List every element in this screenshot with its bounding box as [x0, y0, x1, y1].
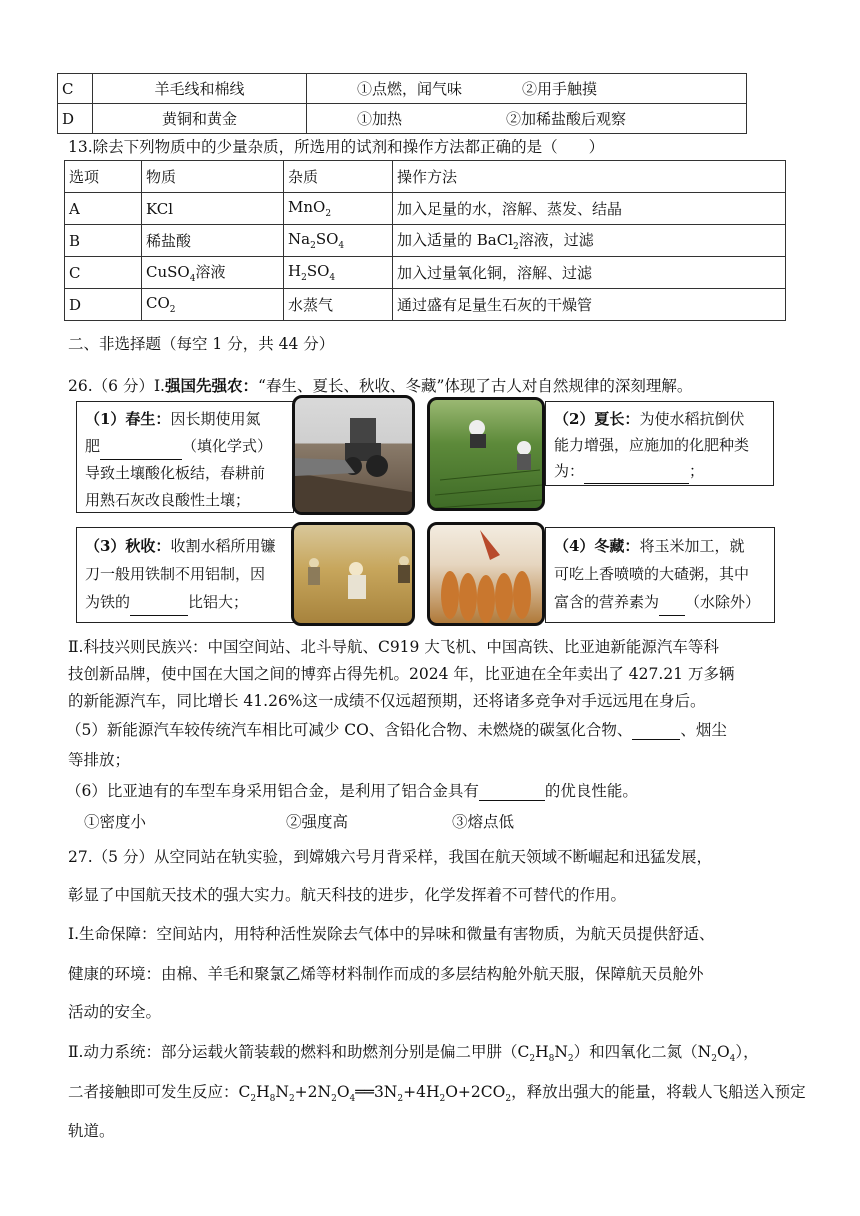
option-label: A — [65, 193, 142, 225]
text: 二者接触即可发生反应：C — [68, 1083, 251, 1101]
header-impurity: 杂质 — [284, 161, 393, 193]
q27-line: 27.（5 分）从空同站在轨实验，到嫦娥六号月背采样，我国在航天领域不断崛起和迅猛发展， — [68, 848, 712, 866]
q27-line: 活动的安全。 — [68, 1003, 162, 1021]
tractor-icon — [295, 398, 415, 515]
box-text: 用熟石灰改良酸性土壤； — [85, 491, 251, 509]
method-2: ②加稀盐酸后观察 — [506, 110, 627, 128]
subscript: 2 — [397, 1094, 404, 1105]
box-line — [554, 458, 765, 484]
box-text: 能力增强，应施加的化肥种类 — [554, 436, 750, 454]
box-autumn — [76, 527, 294, 623]
tractor-field-image — [292, 395, 415, 515]
q26-theme: 强国先强农： — [165, 376, 259, 395]
text: Ⅱ.动力系统：部分运载火箭装载的燃料和助燃剂分别是偏二甲肼（C — [68, 1043, 530, 1061]
q5-line — [66, 718, 727, 740]
substance-text: CO — [146, 294, 170, 312]
section-heading: 二、非选择题（每空 1 分，共 44 分） — [68, 335, 335, 353]
box-line — [554, 532, 766, 560]
text: O — [336, 1083, 350, 1101]
box-line — [554, 406, 765, 432]
q27-equation-line — [68, 1080, 806, 1104]
box-title: （1）春生： — [85, 410, 171, 428]
q27-formula-line — [68, 1040, 759, 1064]
box-text: 为铁的 — [85, 593, 131, 611]
table-row — [65, 257, 786, 289]
subscript: 2 — [288, 1094, 295, 1105]
box-line — [554, 588, 766, 616]
q13-stem: 13.除去下列物质中的少量杂质，所选用的试剂和操作方法都正确的是（ ） — [68, 138, 605, 156]
box-text: 导致土壤酸化板结，春耕前 — [85, 464, 266, 482]
box-text: 比铝大； — [188, 593, 249, 611]
header-method: 操作方法 — [393, 161, 786, 193]
text: O+2CO — [445, 1083, 506, 1101]
box-line — [85, 406, 285, 433]
impurity-text: H — [288, 262, 302, 280]
q26-heading — [68, 374, 692, 396]
q6-line — [66, 779, 638, 801]
subscript: 2 — [169, 305, 176, 315]
option-label: D — [58, 104, 93, 134]
box-text: 因长期使用氮 — [170, 410, 261, 428]
q27-line: 轨道。 — [68, 1122, 115, 1140]
subscript: 2 — [310, 241, 316, 251]
method-text: 加入适量的 BaCl — [397, 231, 514, 249]
farmers-icon — [430, 400, 545, 511]
q6-option: ③熔点低 — [452, 813, 515, 831]
q13-table — [64, 160, 786, 321]
text: ）， — [735, 1043, 759, 1061]
box-text: 富含的营养素为 — [554, 593, 660, 611]
subscript: 4 — [189, 274, 196, 284]
text: ，释放出强大的能量，将载人飞船送入预定 — [511, 1083, 806, 1101]
impurity-text: Na — [288, 230, 311, 248]
substance-text: 溶液 — [195, 263, 226, 281]
rice-planting-image — [427, 397, 545, 511]
q6-option: ①密度小 — [84, 813, 147, 831]
q5-text: （5）新能源汽车较传统汽车相比可减少 CO、含铅化合物、未燃烧的碳氢化合物、 — [66, 721, 633, 739]
box-title: （3）秋收： — [85, 537, 171, 555]
box-text: 刀一般用铁制不用铝制，因 — [85, 565, 266, 583]
box-line — [85, 532, 285, 560]
paragraph-line: 的新能源汽车，同比增长 41.26%这一成绩不仅远超预期，还将诸多竞争对手远远甩在身后。 — [68, 692, 706, 710]
option-label: D — [65, 289, 142, 321]
q26-intro: “春生、夏长、秋收、冬藏”体现了古人对自然规律的深刻理解。 — [258, 377, 693, 395]
box-line — [85, 433, 285, 460]
subscript: 2 — [250, 1094, 257, 1105]
text: +2N — [294, 1083, 332, 1101]
table-row — [58, 74, 747, 104]
rice-harvest-image — [291, 522, 415, 626]
box-text: 可吃上香喷喷的大碴粥，其中 — [554, 565, 750, 583]
subscript: 2 — [331, 1094, 337, 1105]
subscript: 4 — [349, 1094, 356, 1105]
subscript: 4 — [729, 1054, 736, 1065]
subscript: 8 — [548, 1054, 555, 1065]
text: +4H — [403, 1083, 440, 1101]
option-label: B — [65, 225, 142, 257]
method-cell — [307, 104, 747, 134]
q6-text: （6）比亚迪有的车型车身采用铝合金，是利用了铝合金具有 — [66, 782, 479, 800]
header-substance: 物质 — [142, 161, 284, 193]
answer-blank[interactable] — [584, 467, 689, 484]
subscript: 2 — [711, 1054, 717, 1065]
box-winter — [545, 527, 775, 623]
table-row — [65, 225, 786, 257]
box-title: （4）冬藏： — [554, 537, 640, 555]
method-cell — [393, 225, 786, 257]
subscript: 2 — [529, 1054, 536, 1065]
top-options-table — [57, 73, 747, 134]
paragraph-line: Ⅱ.科技兴则民族兴：中国空间站、北斗导航、C919 大飞机、中国高铁、比亚迪新能源汽车等科 — [68, 638, 719, 656]
text: ══3N — [355, 1083, 398, 1101]
q5-line: 等排放； — [68, 751, 131, 769]
subscript: 2 — [513, 242, 519, 252]
q27-line: Ⅰ.生命保障：空间站内，用特种活性炭除去气体中的异味和微量有害物质，为航天员提供舒适、 — [68, 925, 715, 943]
table-header-row — [65, 161, 786, 193]
box-text: ； — [689, 462, 705, 480]
box-spring — [76, 401, 294, 513]
box-text: 为使水稻抗倒伏 — [639, 410, 745, 428]
subscript: 2 — [439, 1094, 446, 1105]
q26-number: 26.（6 分）Ⅰ. — [68, 377, 165, 395]
answer-blank[interactable] — [479, 784, 545, 801]
header-option: 选项 — [65, 161, 142, 193]
substance-cell: 稀盐酸 — [142, 225, 284, 257]
method-cell: 通过盛有足量生石灰的干燥管 — [393, 289, 786, 321]
option-label: C — [65, 257, 142, 289]
method-cell: 加入过量氧化铜，溶解、过滤 — [393, 257, 786, 289]
q6-option: ②强度高 — [286, 813, 349, 831]
impurity-cell — [284, 193, 393, 225]
q6-text: 的优良性能。 — [544, 782, 638, 800]
text: N — [275, 1083, 289, 1101]
subscript: 4 — [329, 273, 336, 283]
corn-icon — [430, 525, 545, 626]
impurity-cell — [284, 225, 393, 257]
method-1: ①加热 — [357, 110, 403, 128]
table-row — [65, 193, 786, 225]
substance-cell — [142, 257, 284, 289]
answer-blank[interactable] — [659, 599, 685, 616]
answer-blank[interactable] — [632, 723, 680, 740]
box-summer — [545, 401, 774, 486]
impurity-cell: 水蒸气 — [284, 289, 393, 321]
paragraph-line: 技创新品牌，使中国在大国之间的博弈占得先机。2024 年，比亚迪在全年卖出了 427.21 万多辆 — [68, 665, 735, 683]
box-text: 为： — [554, 462, 585, 480]
box-text: 将玉米加工，就 — [639, 537, 745, 555]
box-text: 收割水稻所用镰 — [170, 537, 276, 555]
method-cell — [307, 74, 747, 104]
text: ）和四氧化二氮（N — [573, 1043, 712, 1061]
box-line — [85, 588, 285, 616]
q27-line: 健康的环境：由棉、羊毛和聚氯乙烯等材料制作而成的多层结构舱外航天服，保障航天员舱外 — [68, 965, 704, 983]
substance-cell: KCl — [142, 193, 284, 225]
subscript: 2 — [567, 1054, 574, 1065]
text: H — [535, 1043, 549, 1061]
table-row — [58, 104, 747, 134]
corn-image — [427, 522, 545, 626]
method-text: 溶液，过滤 — [518, 231, 594, 249]
answer-blank[interactable] — [130, 599, 188, 616]
impurity-text: MnO — [288, 198, 326, 216]
farmers-icon — [294, 525, 415, 626]
answer-blank[interactable] — [100, 443, 182, 460]
impurity-cell — [284, 257, 393, 289]
q27-line: 彰显了中国航天技术的强大实力。航天科技的进步，化学发挥着不可替代的作用。 — [68, 886, 627, 904]
impurity-text: SO — [315, 230, 339, 248]
text: N — [554, 1043, 568, 1061]
method-2: ②用手触摸 — [522, 80, 598, 98]
subscript: 4 — [338, 241, 345, 251]
q5-text: 、烟尘 — [680, 721, 727, 739]
option-label: C — [58, 74, 93, 104]
method-cell: 加入足量的水，溶解、蒸发、结晶 — [393, 193, 786, 225]
substance-cell — [142, 289, 284, 321]
subscript: 2 — [301, 273, 307, 283]
substance-text: CuSO — [146, 263, 190, 281]
box-title: （2）夏长： — [554, 410, 640, 428]
box-text: （填化学式） — [182, 437, 273, 455]
subscript: 8 — [269, 1094, 276, 1105]
table-row — [65, 289, 786, 321]
text: H — [256, 1083, 270, 1101]
text: O — [716, 1043, 730, 1061]
item-cell: 黄铜和黄金 — [93, 104, 307, 134]
subscript: 2 — [325, 209, 332, 219]
box-text: 肥 — [85, 437, 101, 455]
method-1: ①点燃，闻气味 — [357, 80, 463, 98]
subscript: 2 — [505, 1094, 512, 1105]
box-text: （水除外） — [685, 593, 761, 611]
item-cell: 羊毛线和棉线 — [93, 74, 307, 104]
impurity-text: SO — [306, 262, 330, 280]
